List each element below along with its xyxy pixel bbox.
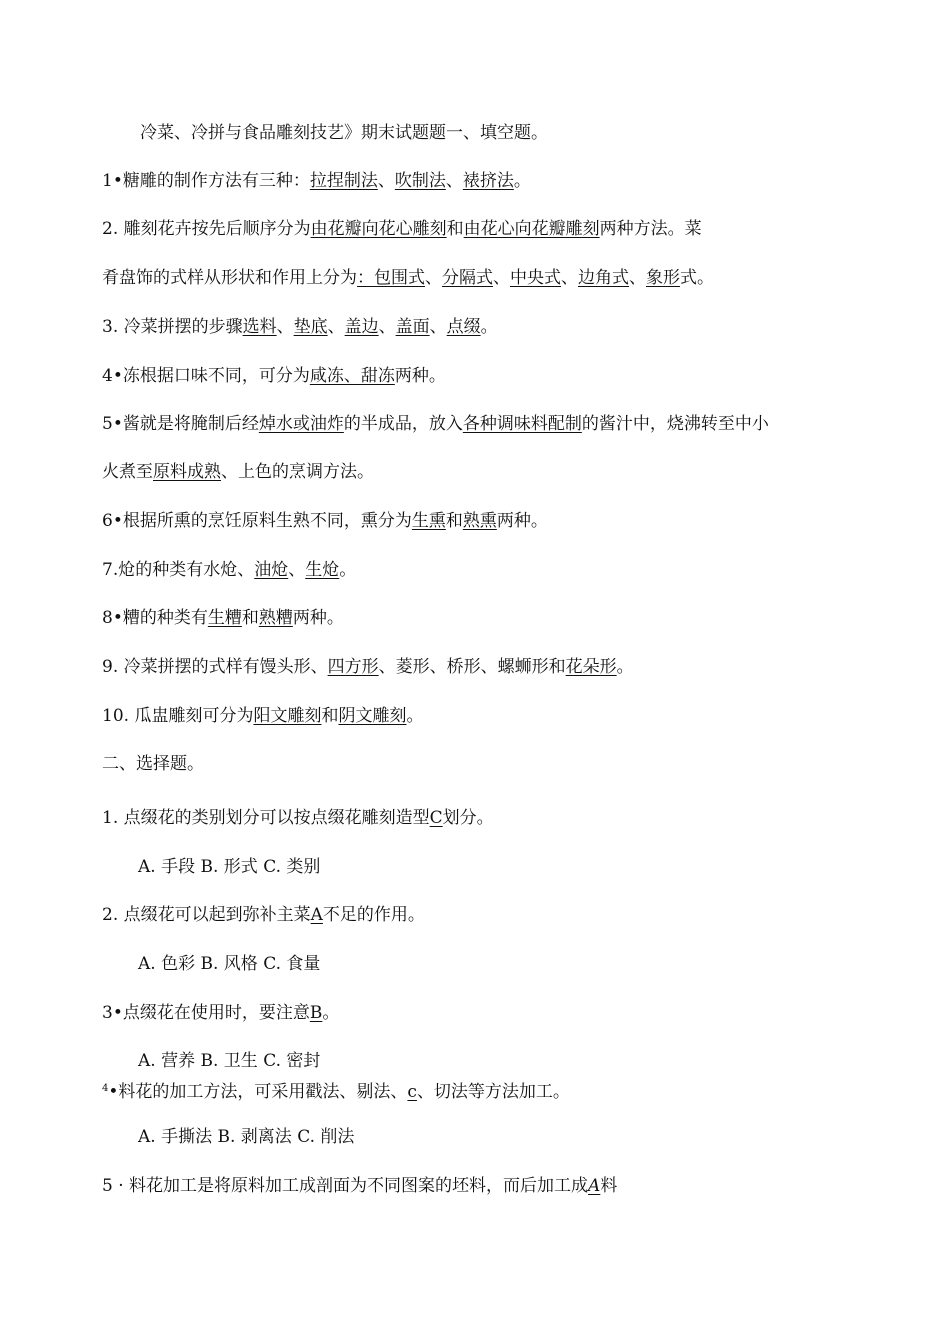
text: 7.炝的种类有水炝、 bbox=[102, 560, 255, 580]
answer: A bbox=[588, 1176, 601, 1196]
answer: 焯水或油炸 bbox=[258, 414, 344, 434]
answer: 选料 bbox=[242, 317, 277, 337]
text: 4•冻根据口味不同，可分为 bbox=[102, 366, 310, 386]
text: 火煮至 bbox=[102, 462, 153, 482]
question-choice-2 bbox=[102, 904, 425, 926]
text: •料花的加工方法，可采用戳法、剔法、 bbox=[108, 1082, 408, 1102]
answer: A bbox=[310, 905, 323, 925]
choice-options-1 bbox=[138, 856, 320, 878]
text: 1•糖雕的制作方法有三种： bbox=[102, 171, 310, 191]
text: 式。 bbox=[680, 268, 714, 288]
answer: 花朵形 bbox=[565, 657, 617, 677]
answer: 生熏 bbox=[411, 511, 446, 531]
choice-options-2 bbox=[138, 953, 320, 975]
question-number: 4 bbox=[102, 1083, 109, 1094]
question-fill-2 bbox=[102, 218, 702, 240]
section-heading-choice bbox=[102, 753, 204, 775]
question-fill-4 bbox=[102, 365, 446, 387]
text: A. 手撕法 B. 剥离法 C. 削法 bbox=[138, 1127, 355, 1147]
answer: 盖边 bbox=[344, 317, 379, 337]
text: 、菱形、桥形、螺蛳形和 bbox=[378, 657, 566, 677]
choice-options-4 bbox=[138, 1126, 354, 1148]
text: 两种方法。菜 bbox=[599, 219, 702, 239]
text: 和 bbox=[321, 706, 339, 726]
text: 和 bbox=[446, 219, 464, 239]
text: 和 bbox=[241, 608, 259, 628]
answer: C bbox=[429, 808, 443, 828]
text: 料 bbox=[600, 1176, 618, 1196]
question-choice-1 bbox=[102, 807, 494, 829]
question-fill-6 bbox=[102, 510, 548, 532]
text: 两种。 bbox=[394, 366, 446, 386]
text: 。 bbox=[513, 171, 531, 191]
question-fill-8 bbox=[102, 607, 344, 629]
question-fill-5 bbox=[102, 413, 769, 435]
text: 划分。 bbox=[442, 808, 494, 828]
question-fill-1 bbox=[102, 170, 531, 192]
text: 1. 点缀花的类别划分可以按点缀花雕刻造型 bbox=[102, 808, 430, 828]
text: 、 bbox=[377, 171, 395, 191]
answer: 油炝 bbox=[254, 560, 289, 580]
text: A. 营养 B. 卫生 C. 密封 bbox=[138, 1051, 321, 1071]
page-title: 冷菜、冷拼与食品雕刻技艺》期末试题题一、填空题。 bbox=[140, 123, 548, 143]
answer: c bbox=[407, 1082, 417, 1102]
answer: 盖面 bbox=[395, 317, 430, 337]
text: 。 bbox=[480, 317, 498, 337]
answer: 各种调味料配制 bbox=[462, 414, 582, 434]
question-choice-5 bbox=[102, 1175, 617, 1197]
text: 、 bbox=[561, 268, 578, 288]
question-choice-3 bbox=[102, 1002, 339, 1024]
choice-options-3 bbox=[138, 1050, 320, 1072]
answer: 咸冻、甜冻 bbox=[309, 366, 395, 386]
answer: 吹制法 bbox=[394, 171, 446, 191]
answer: 生炝 bbox=[305, 560, 340, 580]
text: 5•酱就是将腌制后经 bbox=[102, 414, 259, 434]
question-choice-4 bbox=[102, 1078, 570, 1103]
text: 10. 瓜盅雕刻可分为 bbox=[102, 706, 254, 726]
text: 。 bbox=[339, 560, 357, 580]
answer: 生糟 bbox=[207, 608, 242, 628]
text: 的酱汁中，烧沸转至中小 bbox=[581, 414, 769, 434]
text: 、 bbox=[378, 317, 396, 337]
answer: 拉捏制法 bbox=[309, 171, 378, 191]
answer: 象形 bbox=[646, 268, 680, 288]
text: 两种。 bbox=[496, 511, 548, 531]
answer: 熟糟 bbox=[258, 608, 293, 628]
text: 、 bbox=[425, 268, 442, 288]
text: A. 手段 B. 形式 C. 类别 bbox=[138, 857, 321, 877]
text: 的半成品，放入 bbox=[343, 414, 463, 434]
answer: 垫底 bbox=[293, 317, 328, 337]
answer: ：包围式 bbox=[357, 268, 425, 288]
text: 。 bbox=[322, 1003, 340, 1023]
answer: B bbox=[309, 1003, 323, 1023]
question-fill-3 bbox=[102, 316, 498, 338]
answer: 熟熏 bbox=[462, 511, 497, 531]
text: 。 bbox=[616, 657, 634, 677]
answer: 边角式 bbox=[578, 268, 629, 288]
text: 。 bbox=[406, 706, 424, 726]
text: 肴盘饰的式样从形状和作用上分为 bbox=[102, 268, 357, 288]
answer: 由花瓣向花心雕刻 bbox=[310, 219, 447, 239]
answer: 中央式 bbox=[510, 268, 561, 288]
answer: 裱挤法 bbox=[462, 171, 514, 191]
question-fill-9 bbox=[102, 656, 634, 678]
answer: 四方形 bbox=[327, 657, 379, 677]
answer: 由花心向花瓣雕刻 bbox=[463, 219, 600, 239]
question-fill-5-cont bbox=[102, 461, 374, 483]
text: 、 bbox=[445, 171, 463, 191]
text: 、上色的烹调方法。 bbox=[221, 462, 374, 482]
text: 两种。 bbox=[292, 608, 344, 628]
text: 、 bbox=[288, 560, 306, 580]
answer: 阳文雕刻 bbox=[253, 706, 322, 726]
text: 6•根据所熏的烹饪原料生熟不同，熏分为 bbox=[102, 511, 412, 531]
text: 、 bbox=[629, 268, 646, 288]
question-fill-10 bbox=[102, 705, 423, 727]
text: 、 bbox=[276, 317, 294, 337]
text: 8•糟的种类有 bbox=[102, 608, 208, 628]
text: 3•点缀花在使用时，要注意 bbox=[102, 1003, 310, 1023]
text: 、 bbox=[327, 317, 345, 337]
text: 3. 冷菜拼摆的步骤 bbox=[102, 317, 243, 337]
answer: 分隔式 bbox=[442, 268, 493, 288]
question-fill-2-cont bbox=[102, 267, 714, 289]
text: 5 · 料花加工是将原料加工成剖面为不同图案的坯料，而后加工成 bbox=[102, 1176, 589, 1196]
text: A. 色彩 B. 风格 C. 食量 bbox=[138, 954, 321, 974]
text: 9. 冷菜拼摆的式样有馒头形、 bbox=[102, 657, 328, 677]
text: 2. 雕刻花卉按先后顺序分为 bbox=[102, 219, 311, 239]
text: 不足的作用。 bbox=[322, 905, 425, 925]
text: 二、选择题。 bbox=[102, 754, 204, 774]
text: 、 bbox=[429, 317, 447, 337]
text: 2. 点缀花可以起到弥补主菜 bbox=[102, 905, 311, 925]
answer: 点缀 bbox=[446, 317, 481, 337]
answer: 原料成熟 bbox=[153, 462, 221, 482]
text: 和 bbox=[445, 511, 463, 531]
text: 、 bbox=[493, 268, 510, 288]
answer: 阴文雕刻 bbox=[338, 706, 407, 726]
question-fill-7 bbox=[102, 559, 356, 581]
text: 、切法等方法加工。 bbox=[416, 1082, 570, 1102]
